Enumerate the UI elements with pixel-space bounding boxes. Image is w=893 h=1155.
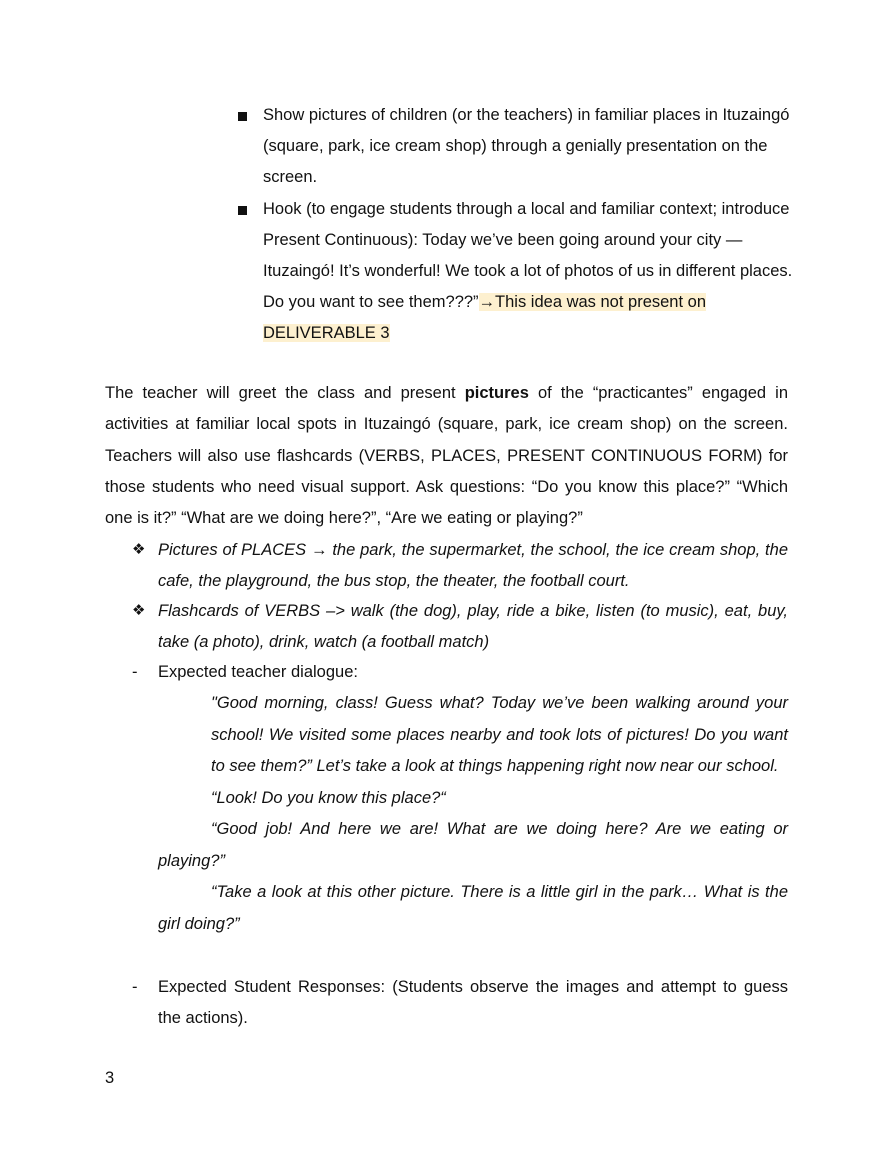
dialogue-line: “Look! Do you know this place?“ [211, 788, 446, 807]
materials-text: Flashcards of VERBS –> walk (the dog), play, ride a bike, listen (to music), eat, buy, take (a photo), drink, watch (a football match) [158, 602, 788, 651]
intro-paragraph [105, 378, 788, 534]
dash-bullet: - [132, 978, 138, 996]
student-responses-text: Expected Student Responses: (Students observe the images and attempt to guess the actions). [158, 978, 788, 1028]
bullet-text: Show pictures of children (or the teachers) in familiar places in Ituzaingó (square, park, ice cream shop) through a genially presentation on the screen. [263, 106, 790, 187]
dash-bullet: - [132, 663, 138, 681]
intro-text-after: of the “practicantes” engaged in activities at familiar local spots in Ituzaingó (square, park, ice cream shop) on the screen. Teachers will also use flashcards (VERBS, PLACES, PRESENT CONTINUOUS FORM) for those students who need visual support. Ask questions: “Do you know this place?” “Which one is it?” “What are we doing here?”, “Are we eating or playing?” [105, 384, 788, 528]
diamond-bullet-icon: ❖ [132, 602, 146, 620]
page-number: 3 [105, 1069, 115, 1087]
highlighted-comment: →This idea was not present on DELIVERABLE 3 [263, 293, 707, 343]
teacher-dialogue-label: Expected teacher dialogue: [158, 663, 358, 681]
square-bullet-icon [238, 112, 247, 121]
list-item [236, 100, 796, 194]
materials-text: Pictures of PLACES → the park, the supermarket, the school, the ice cream shop, the cafe, the playground, the bus stop, the theater, the football court. [158, 541, 788, 590]
dialogue-line: "Good morning, class! Guess what? Today we’ve been walking around your school! We visited some places nearby and took lots of pictures! Do you want to see them?” Let’s take a look at things happening right now near our school. [211, 694, 788, 775]
dialogue-line: “Good job! And here we are! What are we doing here? Are we eating or playing?” [158, 820, 788, 870]
intro-text-before: The teacher will greet the class and present [105, 384, 465, 402]
teacher-dialogue [158, 688, 788, 940]
student-responses-item [132, 972, 788, 1035]
bullet-text: Hook (to engage students through a local and familiar context; introduce Present Continuous): Today we’ve been going around your city — Ituzaingó! It’s wonderful! We took a lot of photos of us in different places. Do you want to see them???” [263, 199, 793, 312]
dialogue-line: “Take a look at this other picture. There is a little girl in the park… What is the girl doing?” [158, 883, 788, 933]
top-bullet-list [236, 100, 796, 350]
square-bullet-icon [238, 206, 247, 215]
list-item [132, 535, 788, 596]
intro-bold-word: pictures [464, 384, 529, 402]
list-item [236, 194, 796, 350]
diamond-bullet-icon: ❖ [132, 541, 146, 558]
teacher-dialogue-heading [132, 657, 788, 688]
materials-list [132, 535, 788, 657]
list-item [132, 596, 788, 657]
